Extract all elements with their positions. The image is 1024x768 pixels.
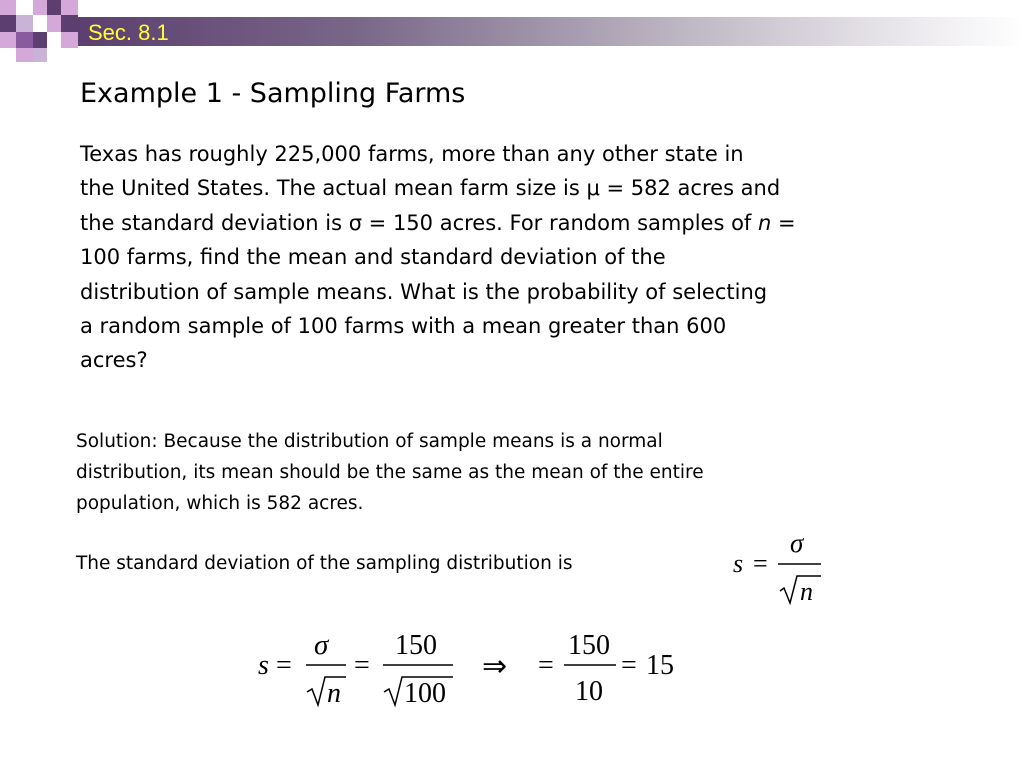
problem-line: distribution of sample means. What is the probability of selecting bbox=[80, 279, 768, 304]
decorative-square bbox=[33, 48, 47, 62]
problem-variable-n: n bbox=[758, 210, 772, 235]
decorative-square bbox=[16, 0, 33, 15]
decorative-square bbox=[0, 0, 16, 15]
decorative-square bbox=[47, 0, 61, 15]
formula-main-den3: 10 bbox=[575, 676, 603, 707]
formula-small-denominator: n bbox=[800, 577, 813, 606]
decorative-square bbox=[33, 15, 47, 32]
problem-line: 100 farms, find the mean and standard deviation of the bbox=[80, 245, 666, 270]
decorative-square bbox=[61, 32, 78, 48]
formula-main-result: 15 bbox=[646, 650, 674, 681]
formula-small-lhs: s bbox=[733, 549, 744, 578]
decorative-square bbox=[16, 48, 33, 62]
section-label: Sec. 8.1 bbox=[88, 20, 169, 45]
problem-line: a random sample of 100 farms with a mean greater than 600 bbox=[80, 314, 727, 339]
decorative-square bbox=[0, 32, 16, 48]
formula-main-num2: 150 bbox=[395, 630, 437, 661]
decorative-square bbox=[61, 0, 78, 15]
formula-main-den1: n bbox=[327, 678, 341, 709]
formula-small-numerator: σ bbox=[790, 528, 804, 558]
slide-title: Example 1 - Sampling Farms bbox=[80, 78, 466, 109]
decorative-square bbox=[16, 32, 33, 48]
formula-main-num1: σ bbox=[314, 629, 329, 661]
problem-statement bbox=[80, 137, 980, 378]
decorative-square bbox=[33, 32, 47, 48]
formula-main-eq1: = bbox=[276, 650, 292, 681]
formula-main-eq2: = bbox=[354, 650, 370, 681]
problem-line: the United States. The actual mean farm size is μ = 582 acres and bbox=[80, 176, 781, 201]
formula-main-eq4: = bbox=[621, 650, 637, 681]
decorative-square bbox=[47, 32, 61, 48]
formula-main-num3: 150 bbox=[568, 630, 610, 661]
problem-line: acres? bbox=[80, 348, 148, 373]
implies-symbol: ⇒ bbox=[482, 650, 508, 683]
formula-main-eq3: = bbox=[538, 650, 554, 681]
formula-main bbox=[250, 622, 690, 718]
decorative-square bbox=[47, 15, 61, 32]
problem-line: Texas has roughly 225,000 farms, more than any other state in bbox=[80, 142, 744, 166]
decorative-square bbox=[61, 15, 78, 32]
formula-small-eq: = bbox=[753, 549, 768, 578]
decorative-square bbox=[0, 15, 16, 32]
standard-deviation-intro: The standard deviation of the sampling distribution is bbox=[76, 553, 573, 574]
solution-text bbox=[76, 426, 976, 519]
header-bar bbox=[78, 17, 1024, 46]
decorative-square bbox=[16, 15, 33, 32]
formula-small bbox=[725, 528, 835, 610]
problem-line-text: the standard deviation is σ = 150 acres. For random samples of bbox=[80, 210, 758, 235]
formula-main-lhs: s bbox=[258, 650, 269, 681]
solution-line: population, which is 582 acres. bbox=[76, 493, 364, 514]
decorative-square bbox=[33, 0, 47, 15]
solution-line: Solution: Because the distribution of sample means is a normal bbox=[76, 431, 663, 452]
solution-line: distribution, its mean should be the same as the mean of the entire bbox=[76, 462, 704, 483]
problem-line bbox=[80, 206, 980, 240]
formula-main-den2: 100 bbox=[404, 678, 446, 709]
problem-equals: = bbox=[771, 210, 796, 235]
